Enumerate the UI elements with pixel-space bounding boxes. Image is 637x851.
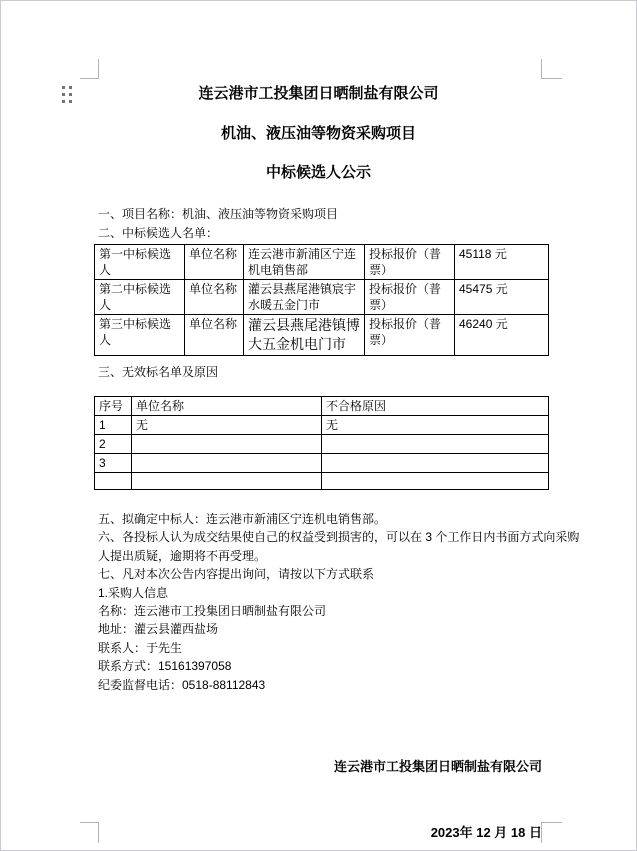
rank-cell: 第三中标候选人 [95, 315, 185, 356]
invalid-bids-table [94, 396, 549, 490]
purchaser-info-heading: 1.采购人信息 [98, 585, 169, 600]
signature-block [334, 712, 542, 851]
crop-mark-bottom-left-icon [80, 822, 99, 843]
header-reason: 不合格原因 [322, 397, 549, 416]
rank-cell: 第一中标候选人 [95, 245, 185, 280]
price-cell: 45475 元 [455, 280, 549, 315]
section-candidates-label: 二、中标候选人名单： [98, 226, 219, 240]
crop-mark-bottom-right-icon [541, 822, 562, 843]
crop-mark-top-left-icon [80, 59, 99, 79]
price-cell: 45118 元 [455, 245, 549, 280]
no-cell: 3 [95, 454, 132, 473]
lower-text-block [98, 510, 580, 694]
unit-cell: 无 [132, 416, 322, 435]
table-row [95, 473, 549, 490]
reason-cell [322, 435, 549, 454]
unit-label-cell: 单位名称 [185, 280, 244, 315]
price-label-cell: 投标报价（普票） [365, 315, 455, 356]
doc-title-company: 连云港市工投集团日晒制盐有限公司 [198, 85, 439, 102]
reason-cell [322, 454, 549, 473]
supervision-phone: 纪委监督电话：0518-88112843 [98, 677, 266, 692]
table-row [95, 315, 549, 356]
table-row [95, 280, 549, 315]
unit-label-cell: 单位名称 [185, 245, 244, 280]
section-invalid-bids: 三、无效标名单及原因 [98, 365, 219, 379]
purchaser-address: 地址：灌云县灌西盐场 [98, 622, 219, 637]
rank-cell: 第二中标候选人 [95, 280, 185, 315]
section-contact-method: 七、凡对本次公告内容提出询问，请按以下方式联系 [98, 567, 375, 582]
unit-label-cell: 单位名称 [185, 315, 244, 356]
no-cell [95, 473, 132, 490]
reason-cell: 无 [322, 416, 549, 435]
section-objection-line2: 人提出质疑，逾期将不再受理。 [98, 548, 267, 563]
doc-title-announcement: 中标候选人公示 [265, 164, 371, 181]
purchaser-contact-person: 联系人：于先生 [98, 640, 183, 655]
section-objection-line1: 六、各投标人认为成交结果使自己的权益受到损害的，可以在 3 个工作日内书面方式向采购 [98, 530, 580, 545]
unit-name-cell: 连云港市新浦区宁连机电销售部 [244, 245, 365, 280]
unit-cell [132, 454, 322, 473]
unit-name-cell: 灌云县燕尾港镇博大五金机电门市 [244, 315, 365, 356]
table-row [95, 416, 549, 435]
purchaser-name: 名称：连云港市工投集团日晒制盐有限公司 [98, 604, 327, 619]
section-project-name: 一、项目名称：机油、液压油等物资采购项目 [98, 207, 339, 221]
unit-cell [132, 435, 322, 454]
no-cell: 1 [95, 416, 132, 435]
table-row [95, 435, 549, 454]
signature-date: 2023年 12 月 18 日 [430, 825, 542, 840]
header-no: 序号 [95, 397, 132, 416]
table-row [95, 454, 549, 473]
price-label-cell: 投标报价（普票） [365, 245, 455, 280]
unit-cell [132, 473, 322, 490]
no-cell: 2 [95, 435, 132, 454]
section-awarded-bidder: 五、拟确定中标人：连云港市新浦区宁连机电销售部。 [98, 512, 387, 526]
candidates-table [94, 244, 549, 356]
table-header-row [95, 397, 549, 416]
price-cell: 46240 元 [455, 315, 549, 356]
price-label-cell: 投标报价（普票） [365, 280, 455, 315]
table-row [95, 245, 549, 280]
doc-title-project: 机油、液压油等物资采购项目 [220, 125, 416, 142]
reason-cell [322, 473, 549, 490]
purchaser-phone: 联系方式：15161397058 [98, 659, 232, 674]
header-unit: 单位名称 [132, 397, 322, 416]
signature-company: 连云港市工投集团日晒制盐有限公司 [333, 759, 542, 774]
crop-mark-top-right-icon [541, 59, 562, 79]
unit-name-cell: 灌云县燕尾港镇宸宇水暖五金门市 [244, 280, 365, 315]
